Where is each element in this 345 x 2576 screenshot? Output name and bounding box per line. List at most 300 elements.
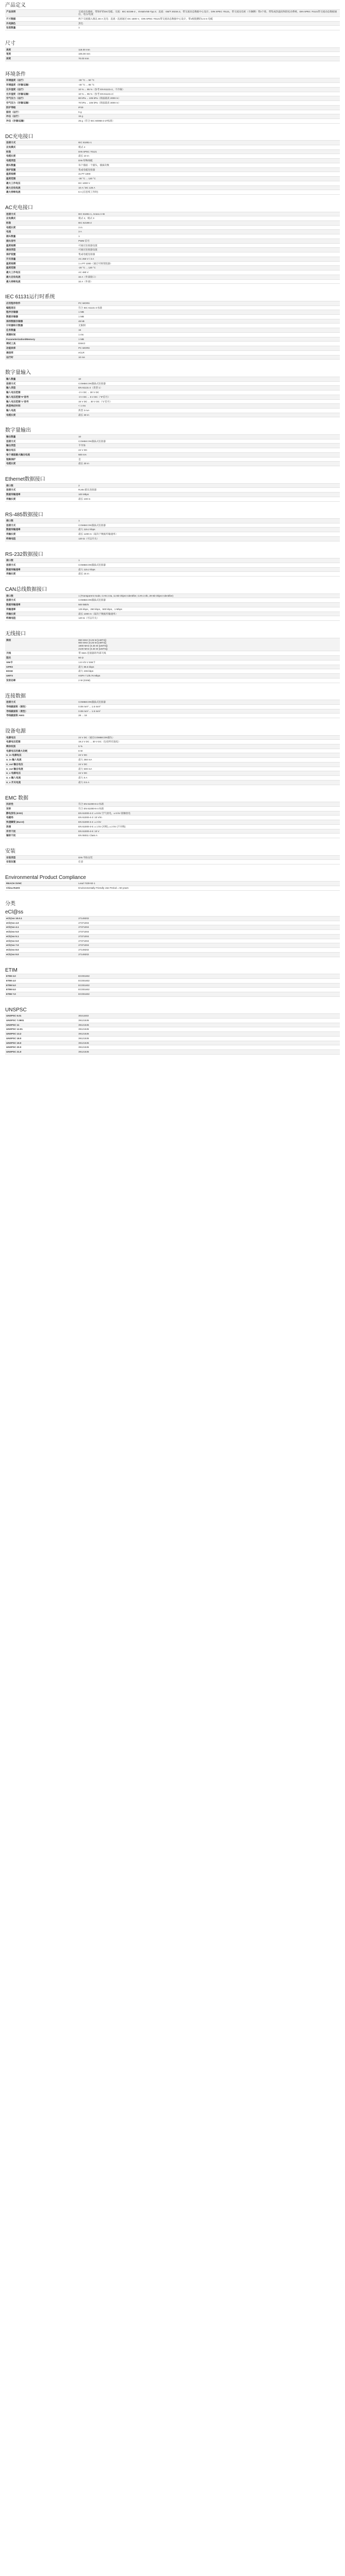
table-row [5,771,340,776]
table-row [5,483,340,488]
table-row [5,83,340,88]
spec-label: 电源电压 [5,735,77,740]
spec-label: 充电模式 [5,145,77,149]
spec-value: 10 % ... 95 %（参考 EN 61131-2） [77,92,340,96]
table-row [5,762,340,767]
spec-label: 标准 [5,221,77,226]
spec-value: 最大 0.5 A [77,780,340,785]
spec-label: 输入电压范围 [5,391,77,395]
spec-label: 传输长度 [5,532,77,537]
spec-value: 0.08 mm² ... 1.5 mm² [77,704,340,709]
spec-label: 导线截面积 AWG [5,714,77,718]
table-row [5,239,340,243]
table-row [5,21,340,26]
spec-value: 符合 IEC 61131-3 标准 [77,306,340,310]
spec-label: 传输长度 [5,612,77,616]
table-row [5,598,340,603]
spec-label: 任务数量 [5,328,77,333]
spec-label: 连接方式 [5,598,77,603]
section-title: Ethernet数据接口 [5,477,45,483]
spec-value: 80 kPa ... 106 kPa（海拔最高 2000 m） [77,96,340,101]
table-row [5,145,340,149]
spec-value: 1 [77,519,340,523]
table-row [5,780,340,785]
spec-value: DC 1000 V [77,181,340,185]
spec-label: 冲击（运行） [5,114,77,119]
spec-value: 最大 350 mA [77,758,340,762]
table-row [5,248,340,252]
table-row [5,332,340,337]
spec-label: eCl@ss 9.0 [5,952,77,957]
spec-table [5,377,340,418]
spec-label: U_out 输出电流 [5,767,77,771]
spec-value: 最长 15 m [77,572,340,577]
table-row [5,943,340,948]
table-row [5,669,340,674]
spec-value: 24 V DC [77,448,340,453]
spec-section [5,512,340,541]
table-row [5,96,340,101]
spec-label: 安装位置 [5,860,77,865]
spec-value: AC 480 V [77,270,340,275]
spec-value: COMBICON插拔式连接器 [77,439,340,444]
spec-value: 39121535 [77,1041,340,1045]
table-row [5,603,340,607]
table-row [5,1050,340,1055]
spec-value: 500 mA [77,452,340,457]
spec-label: 电磁场 [5,816,77,820]
table-row [5,572,340,577]
spec-label: eCl@ss 5.0 [5,930,77,935]
spec-label: GPRS [5,665,77,669]
spec-label: UNSPSC 21.0 [5,1050,77,1055]
spec-section [5,728,340,785]
table-row [5,930,340,935]
table-row [5,948,340,953]
spec-label: 温度检测 [5,172,77,177]
table-row [5,346,340,351]
table-row [5,279,340,284]
table-row [5,811,340,816]
spec-label: 最大充电电流 [5,275,77,279]
spec-value: 1 (Transparent mode, CAN 2.0a, 11 Bit Object Identifier, CAN 2.0b, 29 Bit Object Identifier) [77,594,340,598]
spec-value: 850 MHz (0.25 W [UMTS]) 900 MHz (0.25 W [UMTS]) 1900 MHz (0.25 W [UMTS]) 2100 MHz (0.25 W [UMTS]) [77,638,340,651]
spec-label: eCl@ss 10.0.1 [5,916,77,921]
spec-value: 6 A (在连续工作时) [77,190,340,195]
spec-value: DIN 导轨安装 [77,855,340,860]
spec-value: 3 m [77,225,340,230]
spec-value: 两个交流插入端以 30 A 充电：直流 - 直流通过 DC 1500 V，DIN SPEC 70121带交流动态数据中心设计，带1根阻燃的1.5 m 电缆 [77,16,340,21]
spec-value: 25 g（符合 IEC 60068-2-27标准） [77,118,340,123]
table-row [5,234,340,239]
spec-value: 最长 10 m [77,154,340,159]
spec-label: 接口数 [5,558,77,563]
spec-label: 输出数量 [5,434,77,439]
spec-table [5,140,340,195]
spec-label: 传输长度 [5,497,77,501]
spec-label: 发射功率 [5,678,77,683]
spec-section [5,3,340,30]
table-row [5,149,340,154]
spec-label: 功能块库 [5,346,77,351]
table-row [5,709,340,714]
spec-label: 空气压力（运行） [5,96,77,101]
table-row [5,230,340,234]
spec-value: 70 kPa ... 106 kPa（海拔最高 3000 m） [77,101,340,106]
spec-value: PWM 信号 [77,239,340,243]
section-title: AC充电接口 [5,205,33,211]
table-row [5,319,340,324]
table-row [5,434,340,439]
spec-value: 70.00 mm [77,57,340,61]
section-title: 设备电源 [5,728,26,735]
table-row [5,776,340,781]
spec-label: 终端电阻 [5,616,77,621]
section-title: UNSPSC [5,1007,27,1013]
table-row [5,758,340,762]
table-row [5,328,340,333]
spec-label: 电缆长度 [5,413,77,417]
spec-label: eCl@ss 4.0 [5,921,77,925]
table-row [5,674,340,679]
spec-table [5,594,340,621]
spec-label: 电缆长度 [5,225,77,230]
spec-label: U_s 电源电压 [5,771,77,776]
spec-label: 连接方式 [5,439,77,444]
spec-label: 浪涌 [5,824,77,829]
section-title: ETIM [5,967,18,973]
spec-value: 半导体 [77,444,340,448]
spec-label: 最大充电电流 [5,185,77,190]
table-row [5,934,340,939]
spec-value: 2x PT 1000 [77,172,340,177]
table-row [5,740,340,744]
spec-label: 数据存储器 [5,314,77,319]
spec-table [5,700,340,718]
spec-label: 快速瞬变 (Burst) [5,820,77,825]
table-row [5,386,340,391]
spec-label: 深度 [5,57,77,61]
spec-value: 27371004 [77,921,340,925]
spec-value: 1 MB [77,310,340,315]
spec-value: 105.00 mm [77,52,340,57]
spec-value: 50 Ω [77,656,340,660]
table-row [5,978,340,983]
table-row [5,212,340,216]
spec-label: U_in 输入电流 [5,758,77,762]
table-row [5,824,340,829]
table-row [5,921,340,925]
spec-label: UNSPSC 19.0 [5,1041,77,1045]
spec-value: 500 kBit/s [77,603,340,607]
section-title: 环境条件 [5,71,26,77]
spec-value: EN 61000-4-4: ± 2 kV [77,820,340,825]
spec-label: UNSPSC 7.0901 [5,1018,77,1023]
spec-value: 可通过连接器设置 [77,248,340,252]
spec-value: 27371004 [77,939,340,943]
spec-label: 电源电压的最大功耗 [5,749,77,753]
spec-value: -40 °C ... 85 °C [77,83,340,88]
spec-label: 电缆长度 [5,462,77,466]
spec-value: 2 [77,483,340,488]
spec-section [5,477,340,501]
spec-label: 数据传输速率 [5,493,77,497]
spec-value: 最大 115.2 kbps [77,567,340,572]
spec-value: 黑色 [77,21,340,26]
section-title: 数字量输出 [5,428,31,434]
spec-label: 剩余纹波 [5,744,77,749]
spec-label: 标准 [5,149,77,154]
spec-label: U_in 电源电压 [5,753,77,758]
spec-value: 最长 30 m [77,413,340,417]
spec-value: IEC 62196-2 [77,221,340,226]
spec-label: U_s 开关电流 [5,780,77,785]
spec-label: 导线截面积（柔性） [5,709,77,714]
spec-value: EC001602 [77,974,340,979]
spec-label: 接口数 [5,594,77,598]
spec-value: 118.00 mm [77,47,340,52]
table-row [5,834,340,838]
table-row [5,452,340,457]
spec-value: EN 61131-2（类型 1） [77,386,340,391]
table-row [5,225,340,230]
spec-section [5,849,340,865]
spec-label: eCl@ss 6.0 [5,939,77,943]
spec-value: 10 % ... 95 %（参考 EN 61131-2，不冷凝） [77,87,340,92]
spec-value: DSKO [77,342,340,346]
table-row [5,190,340,195]
spec-label: 接口数 [5,483,77,488]
spec-value: COMBICON插拔式连接器 [77,700,340,705]
spec-value: 符合 EN 61000-6-2 标准 [77,802,340,807]
spec-value: -3 V DC ... 30 V DC [77,391,340,395]
table-row [5,594,340,598]
spec-label: 辐射干扰 [5,834,77,838]
spec-value: DIN SPEC 70121 [77,149,340,154]
spec-label: SIM卡 [5,660,77,665]
spec-section [5,968,340,997]
table-row [5,395,340,399]
table-row [5,829,340,834]
table-row [5,261,340,266]
spec-label: 阻抗 [5,656,77,660]
table-row [5,925,340,930]
spec-value: PC WORX [77,346,340,351]
table-row [5,221,340,226]
table-row [5,493,340,497]
spec-label: 电缆类型 [5,159,77,163]
table-row [5,638,340,651]
spec-value: 最大 85.6 kbps [77,665,340,669]
spec-label: 应用程序软件 [5,301,77,306]
spec-value: 最长 1000 m（取决于数据传输速率） [77,612,340,616]
spec-value: 1 x PT 1000（通过可调变阻器） [77,261,340,266]
spec-label: 导线截面积（刚性） [5,704,77,709]
spec-value: 集成电缆连接器 [77,167,340,172]
spec-value: 10 ms [77,355,340,360]
spec-label: 通信类型 [5,248,77,252]
spec-label: 天线 [5,651,77,656]
spec-value: 28 ... 16 [77,714,340,718]
spec-value: 集成电缆连接器 [77,252,340,257]
spec-label: 充电模式 [5,216,77,221]
spec-section [5,552,340,577]
spec-value: 最大 8 A [77,776,340,781]
table-row [5,607,340,612]
spec-value: 是 [77,457,340,462]
table-row [5,342,340,346]
spec-value: IEC 61851-1 [77,141,340,145]
spec-label: UNSPSC 18.0 [5,1036,77,1041]
spec-label: UNSPSC 11 [5,1023,77,1027]
spec-section [5,294,340,360]
spec-value: 16 [77,328,340,333]
table-row [5,439,340,444]
spec-table [5,974,340,997]
spec-value: < 1 ms [77,404,340,409]
table-row [5,47,340,52]
section-title: IEC 61131运行时系统 [5,294,55,300]
spec-label: 连接方式 [5,141,77,145]
table-row [5,820,340,825]
table-row [5,92,340,96]
spec-value: 10 A / DC 125 A [77,185,340,190]
table-row [5,172,340,177]
table-row [5,26,340,30]
spec-label: 连接方式 [5,488,77,493]
spec-label: U_out 输出电压 [5,762,77,767]
spec-label: 温度范围 [5,266,77,270]
table-row [5,744,340,749]
table-row [5,916,340,921]
spec-value: IEC 61851-1, Annex A+B [77,212,340,216]
spec-value: 1 MB [77,337,340,342]
spec-value: 27371004 [77,930,340,935]
spec-table [5,434,340,466]
table-row [5,882,340,886]
spec-label: 产品说明 [5,9,77,16]
spec-value: 5 g [77,110,340,114]
section-title: CAN总线数据接口 [5,587,47,593]
spec-label: 输出电压 [5,448,77,453]
table-row [5,567,340,572]
spec-section [5,909,340,957]
spec-value: 15 g [77,114,340,119]
spec-value: Environmentally Friendly Use Period = 50 years [77,886,340,891]
spec-value: 32 A（外部接口） [77,275,340,279]
spec-label: 温度检测 [5,243,77,248]
spec-value: 可通过连接器设置 [77,243,340,248]
table-row [5,1036,340,1041]
spec-value: EN 61000-4-6: 10 V [77,829,340,834]
spec-value: 125 kbps，250 kbps，500 kbps，1 Mbps [77,607,340,612]
spec-value: 每个插座一个插头，插拔次数 [77,163,340,167]
spec-value: 模式 4 [77,145,340,149]
table-row [5,185,340,190]
spec-value: 27371004 [77,934,340,939]
spec-label: 数据传输速率 [5,528,77,532]
spec-value: 最长 100 m [77,497,340,501]
table-row [5,855,340,860]
spec-label: 电源电压范围 [5,740,77,744]
spec-label: 周期时间 [5,332,77,337]
table-row [5,519,340,523]
table-row [5,563,340,567]
table-row [5,497,340,501]
table-row [5,9,340,16]
table-row [5,101,340,106]
table-row [5,391,340,395]
spec-label: UNSPSC 12.01 [5,1027,77,1032]
spec-label: 包装数量 [5,26,77,30]
table-row [5,216,340,221]
spec-value: EC001602 [77,992,340,996]
table-row [5,488,340,493]
spec-label: 连接方式 [5,700,77,705]
spec-value: HSPA 7.2/5.76 Mbps [77,674,340,679]
spec-label: ETIM 4.0 [5,978,77,983]
table-row [5,448,340,453]
spec-value: AC 250 V / 3 A [77,257,340,261]
spec-value: eCLR [77,350,340,355]
spec-label: 调试工具 [5,342,77,346]
spec-value: 39121535 [77,1036,340,1041]
table-row [5,243,340,248]
table-row [5,656,340,660]
spec-value: EN 61000-4-5: ± 1 kV (对称), ± 2 kV (不对称) [77,824,340,829]
spec-value: 带 SMA 连接器的外部天线 [77,651,340,656]
spec-label: China RoHS [5,886,77,891]
spec-label: 连接方式 [5,212,77,216]
spec-label: 数据传输速率 [5,603,77,607]
section-title: 分类 [5,901,15,907]
spec-label: 连接方式 [5,523,77,528]
spec-value: 100 Mbps [77,493,340,497]
spec-label: 环境温度（运行） [5,78,77,83]
table-row [5,1041,340,1045]
table-row [5,952,340,957]
spec-value: 27149202 [77,952,340,957]
spec-section [5,795,340,838]
spec-table [5,638,340,683]
spec-label: 短路保护 [5,457,77,462]
spec-label: UNSPSC 6.01 [5,1014,77,1019]
spec-label: U_s 输入电流 [5,776,77,781]
spec-value: 1 [77,26,340,30]
spec-value: COMBICON插拔式连接器 [77,598,340,603]
table-row [5,616,340,621]
table-row [5,87,340,92]
spec-value: 27149202 [77,948,340,953]
spec-label: 最大持续电流 [5,279,77,284]
table-row [5,355,340,360]
spec-value: 24 V DC [77,771,340,776]
spec-value: EC001602 [77,983,340,988]
spec-label: UNSPSC 13.2 [5,1032,77,1037]
spec-label: 冲击（存储/运输） [5,118,77,123]
spec-section [5,134,340,195]
table-row [5,536,340,541]
spec-value: 24 V DC [77,753,340,758]
spec-label: 防护等级 [5,105,77,110]
spec-value: 任意 [77,860,340,865]
spec-value: 2 W (GSM) [77,678,340,683]
table-row [5,350,340,355]
spec-table [5,212,340,284]
spec-value: 27371004 [77,943,340,948]
spec-label: 运行时 [5,355,77,360]
table-row [5,700,340,705]
